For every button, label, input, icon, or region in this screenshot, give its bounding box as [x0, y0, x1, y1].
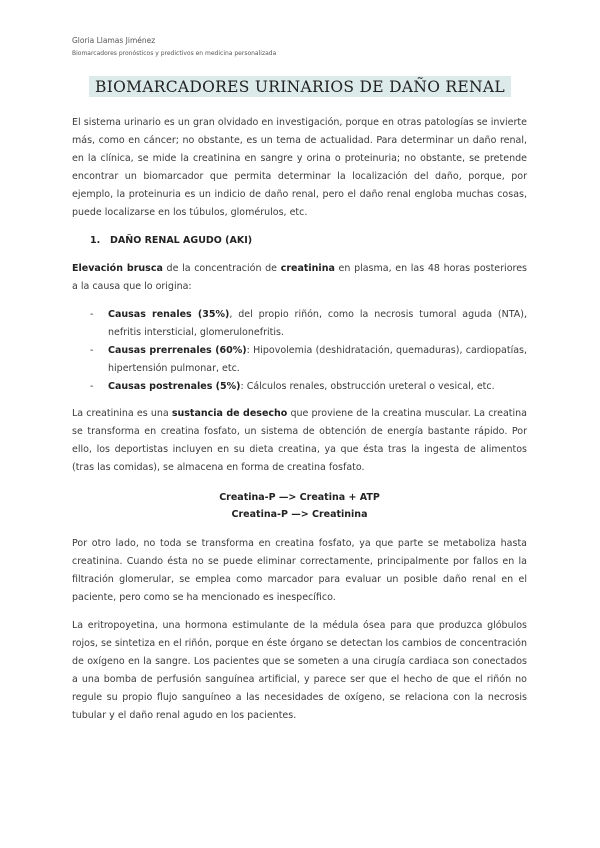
- list-dash: -: [90, 381, 94, 392]
- creatinine-bold: sustancia de desecho: [171, 408, 288, 419]
- reaction-formula: [72, 489, 527, 523]
- formula-line-1: Creatina-P —> Creatina + ATP: [219, 492, 380, 503]
- intro-paragraph: El sistema urinario es un gran olvidado en investigación, porque en otras patologías se invierte más, como en cáncer; no obstante, es un tema de actualidad. Para determinar un daño renal, en la clínica, se mide la creatinina en sangre y orina o proteinuria; no obstante, se pretende encontrar un biomarcador que permita determinar la localización del daño, porque, por ejemplo, la proteinuria es un indicio de daño renal, pero el daño renal engloba muchas cosas, puede localizarse en los túbulos, glomérulos, etc.: [72, 117, 527, 218]
- creatinine-text-2: que proviene de la creatina muscular. La creatina se transforma en creatina fosfato, un sistema de obtención de energía bastante rápido. Por ello, los deportistas incluyen en su dieta creatina, ya que ésta tras la ingesta de alimentos (tras las comidas), se almacena en forma de creatina fosfato.: [72, 408, 527, 473]
- aki-definition-paragraph: [72, 260, 527, 296]
- formula-line-2: Creatina-P —> Creatinina: [231, 509, 368, 520]
- aki-text-1: de la concentración de: [162, 263, 281, 274]
- creatinine-paragraph: [72, 405, 527, 477]
- creatinine-text-1: La creatinina es una: [72, 408, 172, 419]
- list-item: [72, 342, 527, 378]
- header-author: Gloria Llamas Jiménez: [72, 36, 156, 45]
- cause-text: : Cálculos renales, obstrucción ureteral o vesical, etc.: [240, 381, 495, 392]
- section-heading: [90, 232, 527, 250]
- section-title: DAÑO RENAL AGUDO (AKI): [110, 235, 253, 246]
- erythropoietin-paragraph: La eritropoyetina, una hormona estimulante de la médula ósea para que produzca glóbulos rojos, se sintetiza en el riñón, porque en éste órgano se detectan los cambios de concentración de oxígeno en la sangre. Los pacientes que se someten a una cirugía cardiaca son conectados a una bomba de perfusión sanguínea artificial, y parece ser que el hecho de que el riñón no regule su propio flujo sanguíneo a las necesidades de oxígeno, se relaciona con la necrosis tubular y el daño renal agudo en los pacientes.: [72, 620, 527, 721]
- causes-list: [72, 306, 527, 396]
- cause-label: Causas renales (35%): [108, 309, 230, 320]
- list-item: [72, 306, 527, 342]
- list-dash: -: [90, 309, 94, 320]
- page-header: [72, 36, 276, 57]
- header-subtitle: Biomarcadores pronósticos y predictivos en medicina personalizada: [72, 50, 277, 57]
- list-dash: -: [90, 345, 94, 356]
- document-body: [72, 114, 527, 735]
- title-wrapper: [0, 76, 600, 97]
- section-number: 1.: [90, 235, 101, 246]
- aki-bold-elevacion: Elevación brusca: [72, 263, 163, 274]
- document-title: BIOMARCADORES URINARIOS DE DAÑO RENAL: [89, 76, 511, 97]
- cause-text: : Hipovolemia (deshidratación, quemaduras), cardiopatías, hipertensión pulmonar, etc.: [108, 345, 527, 374]
- cause-label: Causas prerrenales (60%): [108, 345, 247, 356]
- metabolism-paragraph: Por otro lado, no toda se transforma en creatina fosfato, ya que parte se metaboliza hasta creatinina. Cuando ésta no se puede eliminar correctamente, principalmente por fallos en la filtración glomerular, se emplea como marcador para evaluar un posible daño renal en el paciente, pero como se ha mencionado es inespecífico.: [72, 538, 527, 603]
- aki-bold-creatinina: creatinina: [280, 263, 335, 274]
- cause-text: , del propio riñón, como la necrosis tumoral aguda (NTA), nefritis intersticial, glomerulonefritis.: [108, 309, 528, 338]
- list-item: [72, 378, 527, 396]
- aki-text-2: en plasma, en las 48 horas posteriores a la causa que lo origina:: [72, 263, 528, 292]
- cause-label: Causas postrenales (5%): [108, 381, 241, 392]
